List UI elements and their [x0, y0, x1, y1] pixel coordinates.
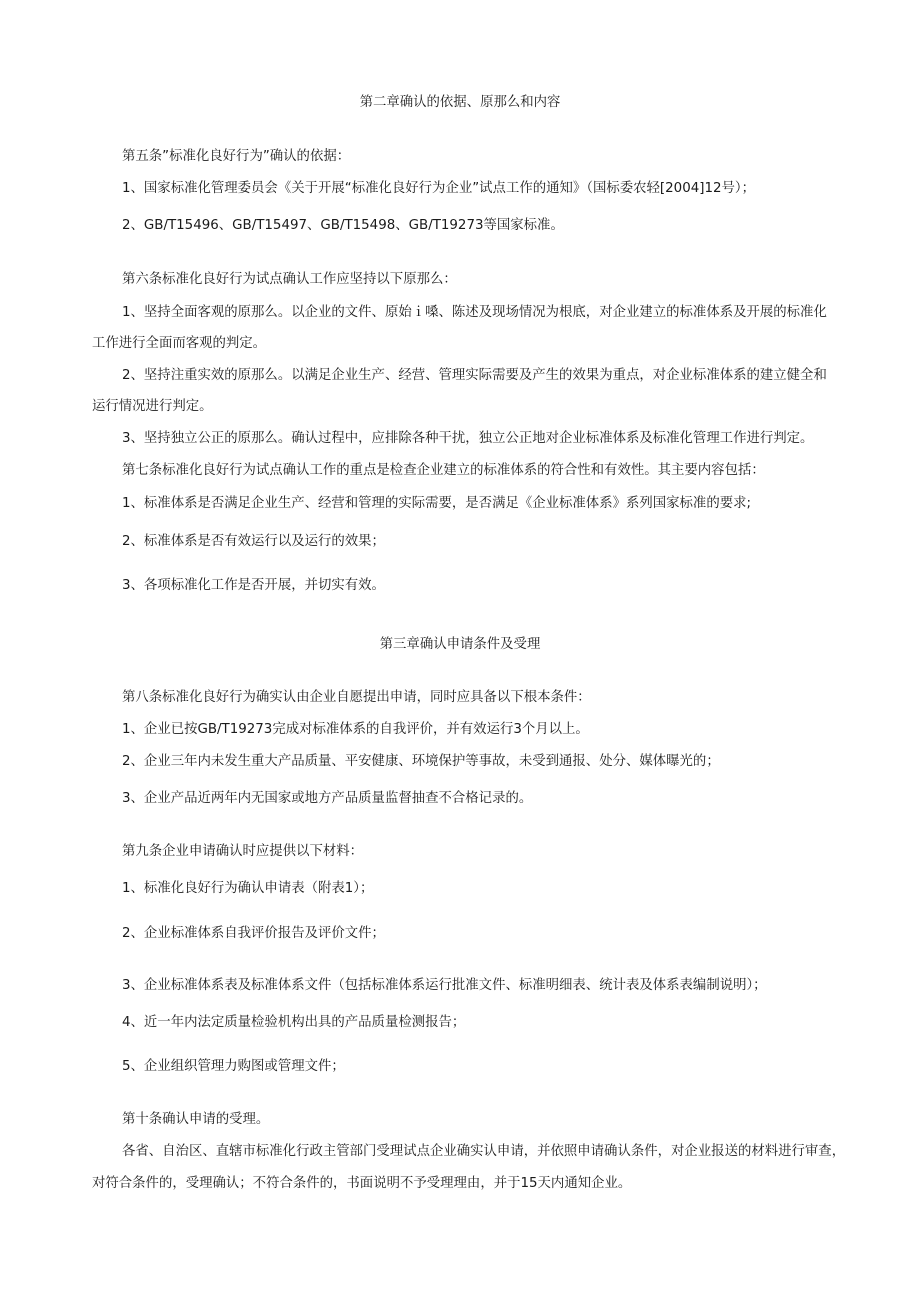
chapter-3-heading: 第三章确认申请条件及受理 — [379, 637, 541, 652]
article-10-body-continuation: 对符合条件的，受理确认；不符合条件的，书面说明不予受理理由，并于15天内通知企业。 — [92, 1176, 632, 1191]
article-8-item-2: 2、企业三年内未发生重大产品质量、平安健康、环境保护等事故，未受到通报、处分、媒体曝光的； — [122, 754, 720, 769]
article-9-item-2: 2、企业标准体系自我评价报告及评价文件； — [122, 926, 385, 941]
article-6-item-2: 2、坚持注重实效的原那么。以满足企业生产、经营、管理实际需要及产生的效果为重点，对企业标准体系的建立健全和 — [122, 368, 827, 383]
article-5-item-2: 2、GB/T15496、GB/T15497、GB/T15498、GB/T19273等国家标准。 — [122, 218, 564, 233]
article-10-body: 各省、自治区、直辖市标准化行政主管部门受理试点企业确实认申请，并依照申请确认条件，对企业报送的材料进行审查， — [122, 1144, 846, 1159]
article-6-title: 第六条标准化良好行为试点确认工作应坚持以下原那么： — [122, 272, 457, 287]
article-9-item-5: 5、企业组织管理力购图或管理文件； — [122, 1059, 345, 1074]
article-6-item-1: 1、坚持全面客观的原那么。以企业的文件、原始ｉ嗓、陈述及现场情况为根底，对企业建立的标准体系及开展的标准化 — [122, 305, 827, 320]
article-6-item-1-continuation: 工作进行全面而客观的判定。 — [92, 336, 267, 351]
article-7-title: 第七条标准化良好行为试点确认工作的重点是检查企业建立的标准体系的符合性和有效性。其主要内容包括： — [122, 463, 765, 478]
article-9-item-3: 3、企业标准体系表及标准体系文件（包括标准体系运行批准文件、标准明细表、统计表及体系表编制说明）； — [122, 978, 767, 993]
article-5-title: 第五条”标准化良好行为”确认的依据： — [122, 149, 351, 164]
article-8-item-3: 3、企业产品近两年内无国家或地方产品质量监督抽查不合格记录的。 — [122, 791, 533, 806]
article-10-title: 第十条确认申请的受理。 — [122, 1112, 270, 1127]
article-7-item-1: 1、标准体系是否满足企业生产、经营和管理的实际需要，是否满足《企业标准体系》系列国家标准的要求; — [122, 496, 751, 511]
article-5-item-1: 1、国家标准化管理委员会《关于开展“标准化良好行为企业”试点工作的通知》（国标委农轻[2004]12号）； — [122, 181, 755, 196]
article-9-item-1: 1、标准化良好行为确认申请表（附表1）； — [122, 881, 374, 896]
article-9-title: 第九条企业申请确认时应提供以下材料： — [122, 844, 364, 859]
article-6-item-2-continuation: 运行情况进行判定。 — [92, 399, 213, 414]
article-6-item-3: 3、坚持独立公正的原那么。确认过程中，应排除各种干扰，独立公正地对企业标准体系及标准化管理工作进行判定。 — [122, 431, 814, 446]
chapter-2-heading: 第二章确认的依据、原那么和内容 — [359, 95, 561, 110]
article-8-item-1: 1、企业已按GB/T19273完成对标准体系的自我评价，并有效运行3个月以上。 — [122, 722, 589, 737]
article-8-title: 第八条标准化良好行为确实认由企业自愿提出申请，同时应具备以下根本条件： — [122, 690, 591, 705]
article-7-item-3: 3、各项标准化工作是否开展，并切实有效。 — [122, 578, 385, 593]
article-7-item-2: 2、标准体系是否有效运行以及运行的效果； — [122, 534, 385, 549]
article-9-item-4: 4、近一年内法定质量检验机构出具的产品质量检测报告； — [122, 1015, 466, 1030]
